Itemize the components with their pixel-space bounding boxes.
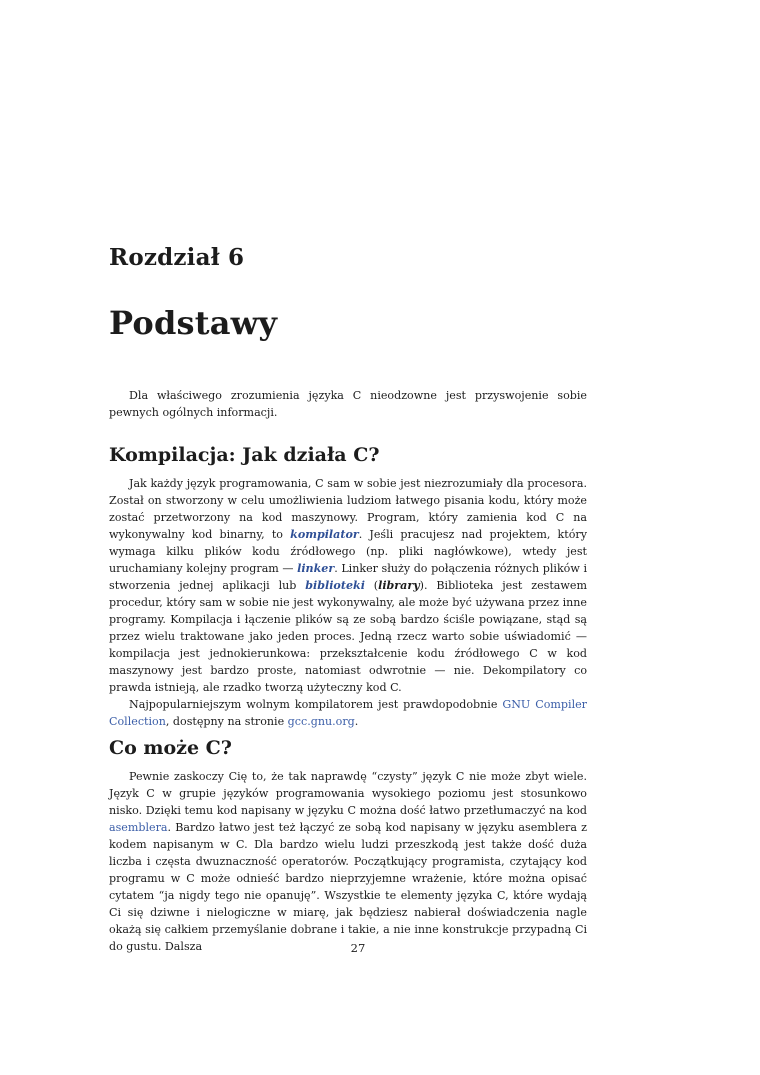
text-span: . Linker służy do połączenia różnych plików i stworzenia jednej aplikacji lub (109, 562, 587, 592)
text-span: Pewnie zaskoczy Cię to, że tak naprawdę “czysty” język C nie może zbyt wiele. Język C w grupie języków programowania wysokiego poziomu jest stosunkowo nisko. Dzięki temu kod napisany w języku C można dość łatwo przetłumaczyć na kod (109, 770, 587, 817)
text-span: . Bardzo łatwo jest też łączyć ze sobą kod napisany w języku asemblera z kodem napisanym w C. Dla bardzo wielu ludzi przeszkodą jest także dość duża liczba i częsta dwuznaczność operatorów. Początkujący programista, czytający kod programu w C może odnieść bardzo nieprzyjemne wrażenie, które można opisać cytatem “ja nigdy tego nie opanuję”. Wszystkie te elementy języka C, które wydają Ci się dziwne i nielogiczne w miarę, jak będziesz nabierał doświadczenia nagle okażą się całkiem przemyślanie dobrane i takie, a nie inne konstrukcje przypadną Ci do gustu. Dalsza (109, 821, 587, 953)
text-span: . (354, 715, 359, 728)
link-gcc-site[interactable]: gcc.gnu.org (287, 715, 355, 728)
chapter-label: Rozdział 6 (109, 244, 245, 271)
page-number: 27 (350, 941, 366, 955)
section-heading-what-can-c-do: Co może C? (109, 737, 232, 759)
section-heading-compilation: Kompilacja: Jak działa C? (109, 444, 380, 466)
text-span: . Jeśli pracujesz nad projektem, który wymaga kilku plików kodu źródłowego (np. pliki nagłówkowe), wtedy jest uruchamiany kolejny program — (109, 528, 587, 575)
text-span: , dostępny na stronie (165, 715, 288, 728)
section-body-compilation (109, 475, 587, 730)
paragraph-gcc (109, 696, 587, 730)
link-gnu-compiler-collection[interactable]: GNU Compiler Collection (109, 698, 587, 728)
text-span: ). Biblioteka jest zestawem procedur, który sam w sobie nie jest wykonywalny, ale może być używana przez inne programy. Kompilacja i łączenie plików są ze sobą bardzo ściśle powiązane, stąd są przez wielu traktowane jako jeden proces. Jedną rzecz warto sobie uświadomić — kompilacja jest jednokierunkowa: przekształcenie kodu źródłowego C w kod maszynowy jest bardzo proste, natomiast odwrotnie — nie. Dekompilatory co prawda istnieją, ale rzadko tworzą użyteczny kod C. (109, 579, 587, 694)
text-span: Jak każdy język programowania, C sam w sobie jest niezrozumiały dla procesora. Został on stworzony w celu umożliwienia ludziom łatwego pisania kodu, który może zostać przetworzony na kod maszynowy. Program, który zamienia kod C na wykonywalny kod binarny, to (109, 477, 587, 541)
term-libraries[interactable]: biblioteki (305, 579, 365, 592)
chapter-title: Podstawy (109, 304, 278, 342)
link-assembler[interactable]: asemblera (109, 821, 168, 834)
paragraph-what-can-c-do (109, 768, 587, 955)
text-span: ( (364, 579, 379, 592)
text-span: Najpopularniejszym wolnym kompilatorem jest prawdopodobnie (129, 698, 503, 711)
term-library-english: library (378, 579, 420, 592)
intro-paragraph: Dla właściwego zrozumienia języka C nieodzowne jest przyswojenie sobie pewnych ogólnych informacji. (109, 389, 587, 419)
term-compiler[interactable]: kompilator (290, 528, 359, 541)
section-body-what-can-c-do (109, 768, 587, 955)
paragraph-compilation (109, 475, 587, 696)
intro-paragraph-block (109, 387, 587, 421)
term-linker[interactable]: linker (297, 562, 335, 575)
